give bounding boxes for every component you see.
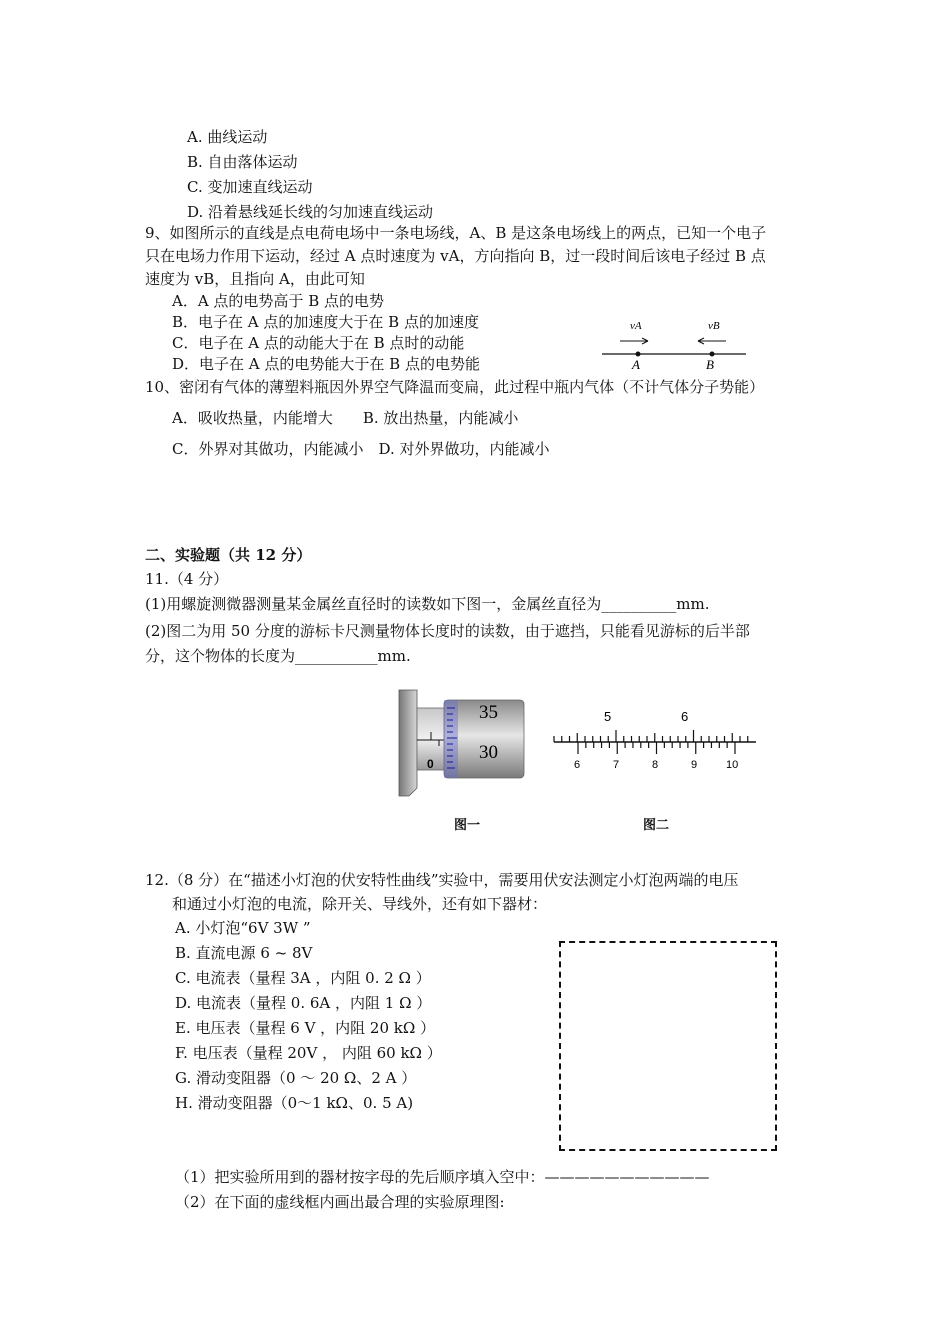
q12-sub1: （1）把实验所用到的器材按字母的先后顺序填入空中：——————————— bbox=[175, 1168, 710, 1186]
vernier-figure bbox=[548, 704, 762, 776]
q9-label-vb: vB bbox=[708, 320, 720, 332]
q9-option-c: C．电子在 A 点的动能大于在 B 点时的动能 bbox=[172, 334, 465, 352]
q9-stem-line2: 只在电场力作用下运动，经过 A 点时速度为 vA，方向指向 B，过一段时间后该电子经过 B 点 bbox=[145, 247, 766, 265]
q10-options-row2: C．外界对其做功，内能减小 D. 对外界做功，内能减小 bbox=[172, 440, 550, 458]
q10-options-row1: A．吸收热量，内能增大 B. 放出热量，内能减小 bbox=[172, 409, 519, 427]
figure2-caption: 图二 bbox=[643, 818, 670, 833]
micrometer-label-30: 30 bbox=[479, 742, 498, 763]
section-title: 二、实验题（共 12 分） bbox=[145, 546, 312, 564]
q12-item-d: D. 电流表（量程 0. 6A ，内阻 1 Ω ） bbox=[175, 994, 432, 1012]
q12-item-b: B. 直流电源 6 ~ 8V bbox=[175, 944, 313, 962]
q12-item-g: G. 滑动变阻器（0 ～ 20 Ω、2 A ） bbox=[175, 1069, 417, 1087]
q9-option-d: D．电子在 A 点的电势能大于在 B 点的电势能 bbox=[172, 355, 480, 373]
main-scale-label-5: 5 bbox=[604, 709, 612, 724]
q11-part1: (1)用螺旋测微器测量某金属丝直径时的读数如下图一，金属丝直径为__________mm. bbox=[145, 595, 710, 613]
q11-part2-line1: (2)图二为用 50 分度的游标卡尺测量物体长度时的读数，由于遮挡，只能看见游标的后半部 bbox=[145, 622, 750, 640]
micrometer-frame bbox=[399, 690, 417, 796]
q9-point-b-dot bbox=[710, 352, 715, 357]
micrometer-zero-label: 0 bbox=[427, 757, 434, 771]
q9-stem-line3: 速度为 vB，且指向 A，由此可知 bbox=[145, 270, 365, 288]
q9-point-a-dot bbox=[636, 352, 641, 357]
q8-option-b: B. 自由落体运动 bbox=[187, 153, 298, 171]
vernier-label-10: 10 bbox=[726, 759, 739, 771]
q9-option-a: A．A 点的电势高于 B 点的电势 bbox=[172, 292, 384, 310]
vernier-label-8: 8 bbox=[652, 759, 659, 771]
q12-stem-line2: 和通过小灯泡的电流，除开关、导线外，还有如下器材： bbox=[172, 895, 548, 913]
figure1-caption: 图一 bbox=[454, 818, 481, 833]
q11-score: 11.（4 分） bbox=[145, 570, 229, 588]
q10-stem: 10、密闭有气体的薄塑料瓶因外界空气降温而变扁，此过程中瓶内气体（不计气体分子势能） bbox=[145, 378, 765, 396]
vernier-label-6: 6 bbox=[574, 759, 581, 771]
q12-item-e: E. 电压表（量程 6 V ，内阻 20 kΩ ） bbox=[175, 1019, 436, 1037]
vernier-label-9: 9 bbox=[691, 759, 698, 771]
q9-option-b: B．电子在 A 点的加速度大于在 B 点的加速度 bbox=[172, 313, 479, 331]
q12-item-a: A. 小灯泡“6V 3W ” bbox=[175, 919, 311, 937]
q9-label-va: vA bbox=[630, 320, 642, 332]
q12-stem-line1: 12.（8 分）在“描述小灯泡的伏安特性曲线”实验中，需要用伏安法测定小灯泡两端的电压 bbox=[145, 871, 739, 889]
q8-option-d: D. 沿着悬线延长线的匀加速直线运动 bbox=[187, 203, 434, 221]
q9-field-line-figure bbox=[598, 314, 750, 372]
q9-stem-line1: 9、如图所示的直线是点电荷电场中一条电场线，A、B 是这条电场线上的两点，已知一个电子 bbox=[145, 224, 767, 242]
q12-sub2: （2）在下面的虚线框内画出最合理的实验原理图: bbox=[175, 1193, 505, 1211]
q12-item-h: H. 滑动变阻器（0～1 kΩ、0. 5 A) bbox=[175, 1094, 414, 1112]
main-scale-label-6: 6 bbox=[681, 709, 689, 724]
micrometer-label-35: 35 bbox=[479, 702, 498, 723]
q8-option-c: C. 变加速直线运动 bbox=[187, 178, 313, 196]
circuit-answer-box[interactable] bbox=[559, 941, 777, 1151]
micrometer-figure bbox=[397, 688, 527, 798]
q12-item-f: F. 电压表（量程 20V ， 内阻 60 kΩ ） bbox=[175, 1044, 442, 1062]
q12-item-c: C. 电流表（量程 3A ，内阻 0. 2 Ω ） bbox=[175, 969, 431, 987]
q9-point-a-label: A bbox=[632, 357, 640, 372]
vernier-label-7: 7 bbox=[613, 759, 620, 771]
q8-option-a: A. 曲线运动 bbox=[187, 128, 268, 146]
q9-point-b-label: B bbox=[706, 357, 714, 372]
q11-part2-line2: 分，这个物体的长度为___________mm. bbox=[145, 647, 411, 665]
vernier-scale-ticks bbox=[578, 742, 735, 754]
main-scale-ticks bbox=[554, 730, 748, 742]
